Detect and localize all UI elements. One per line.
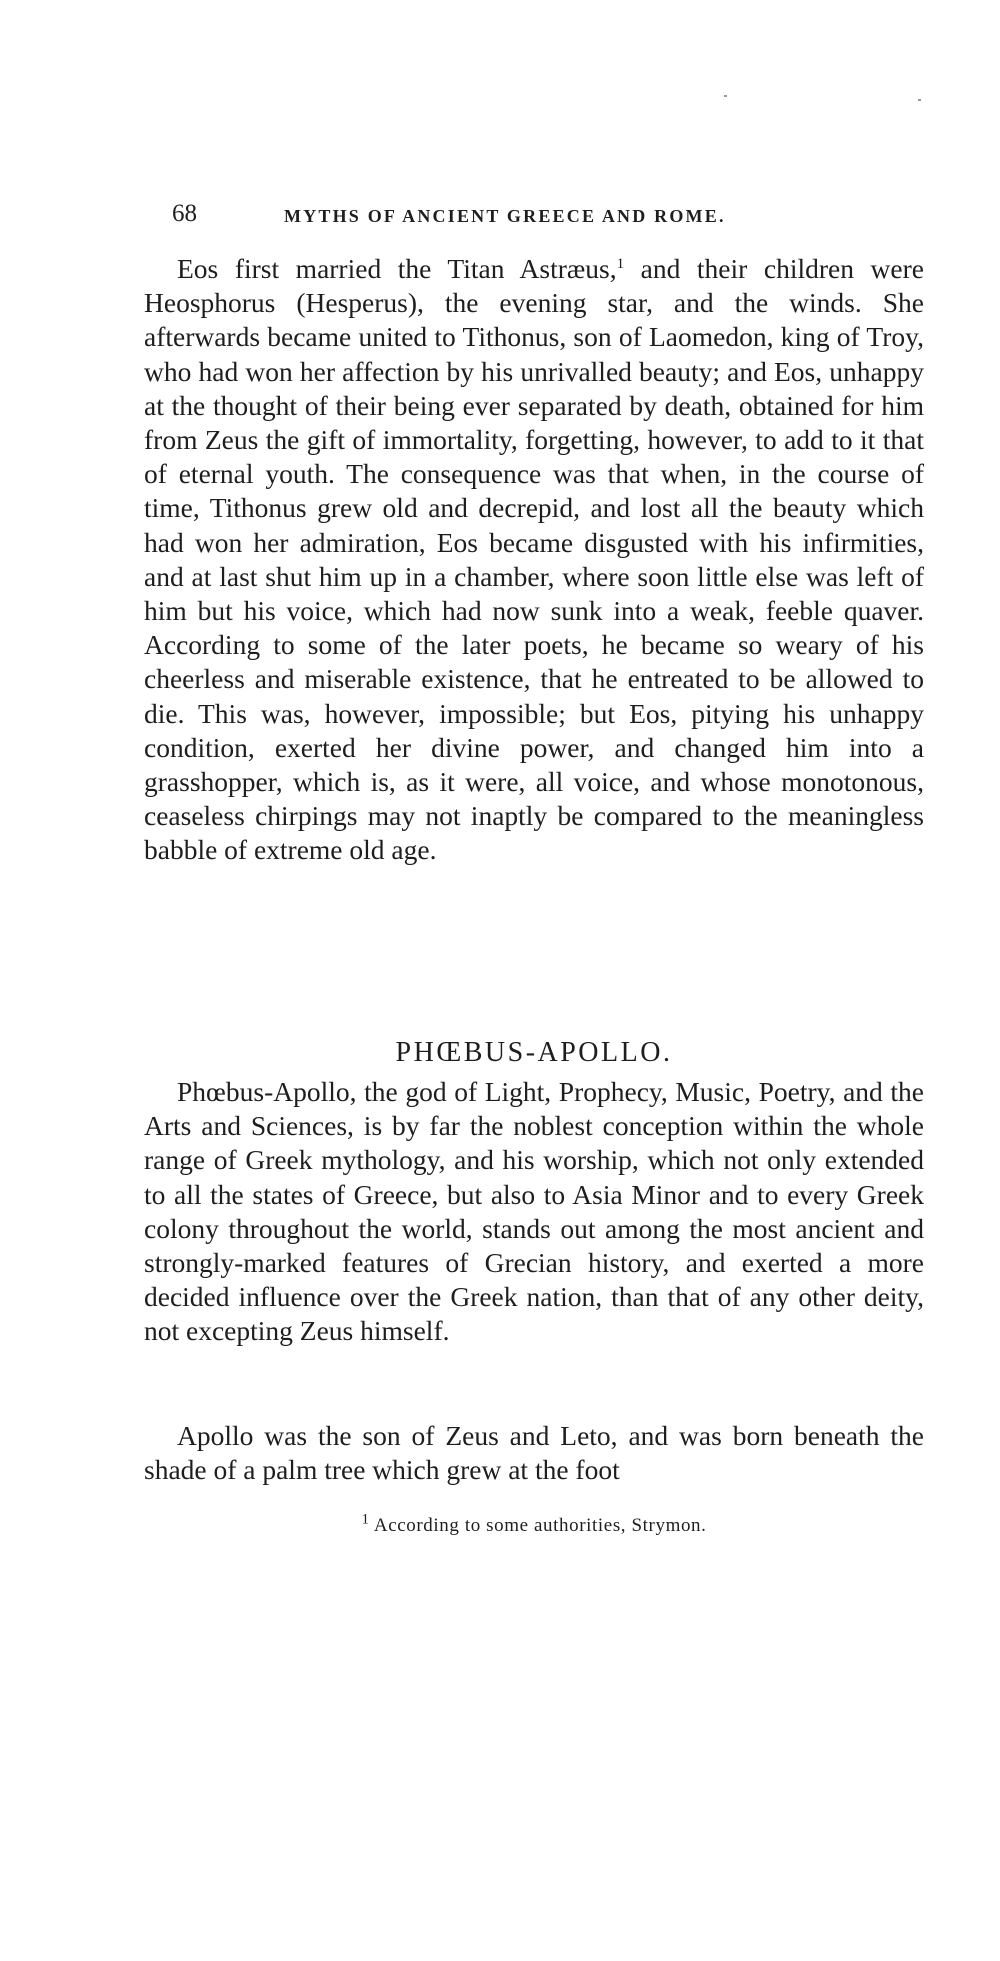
footnote bbox=[144, 1512, 924, 1540]
paragraph-text: Eos first married the Titan Astræus, bbox=[177, 253, 617, 284]
paragraph-apollo-birth bbox=[144, 1419, 924, 1487]
paragraph-eos bbox=[144, 252, 924, 868]
footnote-text: According to some authorities, Strymon. bbox=[369, 1515, 707, 1536]
section-heading: PHŒBUS-APOLLO. bbox=[395, 1037, 673, 1068]
paragraph-phoebus-apollo bbox=[144, 1075, 924, 1349]
footnote-marker: 1 bbox=[361, 1511, 370, 1528]
running-title: MYTHS OF ANCIENT GREECE AND ROME. bbox=[284, 206, 726, 226]
scan-speck bbox=[918, 99, 921, 101]
page-number: 68 bbox=[172, 200, 197, 227]
scan-speck bbox=[724, 95, 727, 97]
footnote-reference: 1 bbox=[616, 255, 625, 272]
paragraph-text: and their children were Heosphorus (Hesperus), the evening star, and the winds. She afterwards became united to Tithonus, son of Laomedon, king of Troy, who had won her affection by his unrivalled beauty; and Eos, unhappy at the thought of their being ever separated by death, obtained for him from Zeus the gift of immortality, forgetting, however, to add to it that of eternal youth. The consequence was that when, in the course of time, Tithonus grew old and decrepid, and lost all the beauty which had won her admiration, Eos became disgusted with his infirmities, and at last shut him up in a chamber, where soon little else was left of him but his voice, which had now sunk into a weak, feeble quaver. According to some of the later poets, he became so weary of his cheerless and miserable existence, that he entreated to be allowed to die. This was, however, impossible; but Eos, pitying his unhappy condition, exerted her divine power, and changed him into a grasshopper, which is, as it were, all voice, and whose monotonous, ceaseless chirpings may not inaptly be compared to the meaningless babble of extreme old age. bbox=[144, 253, 924, 866]
running-head bbox=[144, 196, 924, 232]
paragraph-text: Apollo was the son of Zeus and Leto, and was born beneath the shade of a palm tree which grew at the foot bbox=[144, 1420, 924, 1486]
paragraph-text: Phœbus-Apollo, the god of Light, Prophecy, Music, Poetry, and the Arts and Sciences, is by far the noblest conception within the whole range of Greek mythology, and his worship, which not only extended to all the states of Greece, but also to Asia Minor and to every Greek colony throughout the world, stands out among the most ancient and strongly-marked features of Grecian history, and exerted a more decided influence over the Greek nation, than that of any other deity, not excepting Zeus himself. bbox=[144, 1076, 924, 1347]
